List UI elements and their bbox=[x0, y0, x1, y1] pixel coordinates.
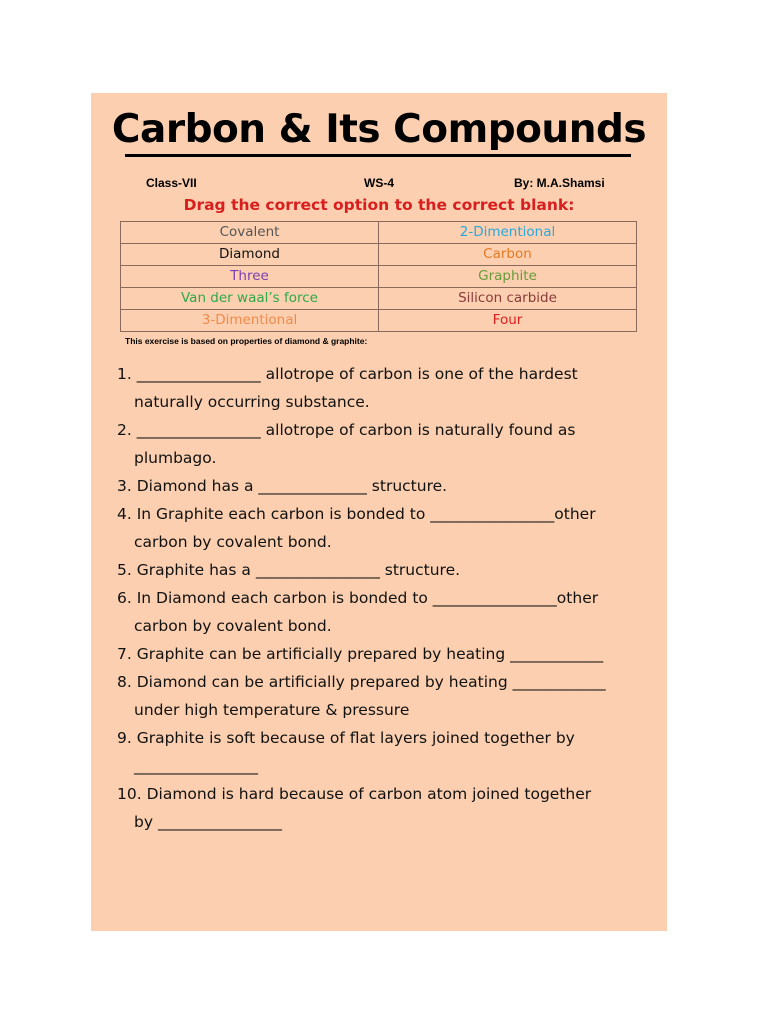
options-row bbox=[121, 222, 637, 244]
question-10-blank[interactable]: by ________________ bbox=[134, 813, 282, 831]
worksheet-page bbox=[91, 93, 667, 931]
option-three[interactable]: Three bbox=[121, 266, 379, 288]
question-6-continued: carbon by covalent bond. bbox=[134, 617, 332, 635]
options-table bbox=[120, 221, 637, 332]
option-diamond[interactable]: Diamond bbox=[121, 244, 379, 266]
instruction-text: Drag the correct option to the correct blank: bbox=[183, 196, 575, 214]
question-6[interactable]: 6. In Diamond each carbon is bonded to ________________other bbox=[117, 589, 599, 607]
options-row bbox=[121, 310, 637, 332]
exercise-note: This exercise is based on properties of diamond & graphite: bbox=[125, 336, 368, 346]
question-8-continued: under high temperature & pressure bbox=[134, 701, 410, 719]
option-covalent[interactable]: Covalent bbox=[121, 222, 379, 244]
question-2-continued: plumbago. bbox=[134, 449, 217, 467]
author-label: By: M.A.Shamsi bbox=[514, 176, 605, 190]
option-3-dimentional[interactable]: 3-Dimentional bbox=[121, 310, 379, 332]
option-carbon[interactable]: Carbon bbox=[379, 244, 637, 266]
options-row bbox=[121, 288, 637, 310]
question-8[interactable]: 8. Diamond can be artificially prepared by heating ____________ bbox=[117, 673, 606, 691]
question-10: 10. Diamond is hard because of carbon atom joined together bbox=[117, 785, 592, 803]
option-graphite[interactable]: Graphite bbox=[379, 266, 637, 288]
question-5[interactable]: 5. Graphite has a ________________ structure. bbox=[117, 561, 461, 579]
question-1-continued: naturally occurring substance. bbox=[134, 393, 370, 411]
question-2[interactable]: 2. ________________ allotrope of carbon is naturally found as bbox=[117, 421, 576, 439]
options-row bbox=[121, 266, 637, 288]
class-label: Class-VII bbox=[146, 176, 197, 190]
question-9-blank[interactable]: ________________ bbox=[134, 757, 258, 775]
question-9: 9. Graphite is soft because of flat layers joined together by bbox=[117, 729, 575, 747]
worksheet-title: Carbon & Its Compounds bbox=[111, 107, 647, 152]
question-4[interactable]: 4. In Graphite each carbon is bonded to ________________other bbox=[117, 505, 596, 523]
option-four[interactable]: Four bbox=[379, 310, 637, 332]
question-7[interactable]: 7. Graphite can be artificially prepared by heating ____________ bbox=[117, 645, 604, 663]
question-list bbox=[117, 360, 652, 836]
options-row bbox=[121, 244, 637, 266]
worksheet-number: WS-4 bbox=[364, 176, 394, 190]
question-3[interactable]: 3. Diamond has a ______________ structure. bbox=[117, 477, 448, 495]
title-underline bbox=[125, 154, 631, 157]
question-1[interactable]: 1. ________________ allotrope of carbon is one of the hardest bbox=[117, 365, 578, 383]
option-van-der-waals-force[interactable]: Van der waal’s force bbox=[121, 288, 379, 310]
option-2-dimentional[interactable]: 2-Dimentional bbox=[379, 222, 637, 244]
option-silicon-carbide[interactable]: Silicon carbide bbox=[379, 288, 637, 310]
question-4-continued: carbon by covalent bond. bbox=[134, 533, 332, 551]
